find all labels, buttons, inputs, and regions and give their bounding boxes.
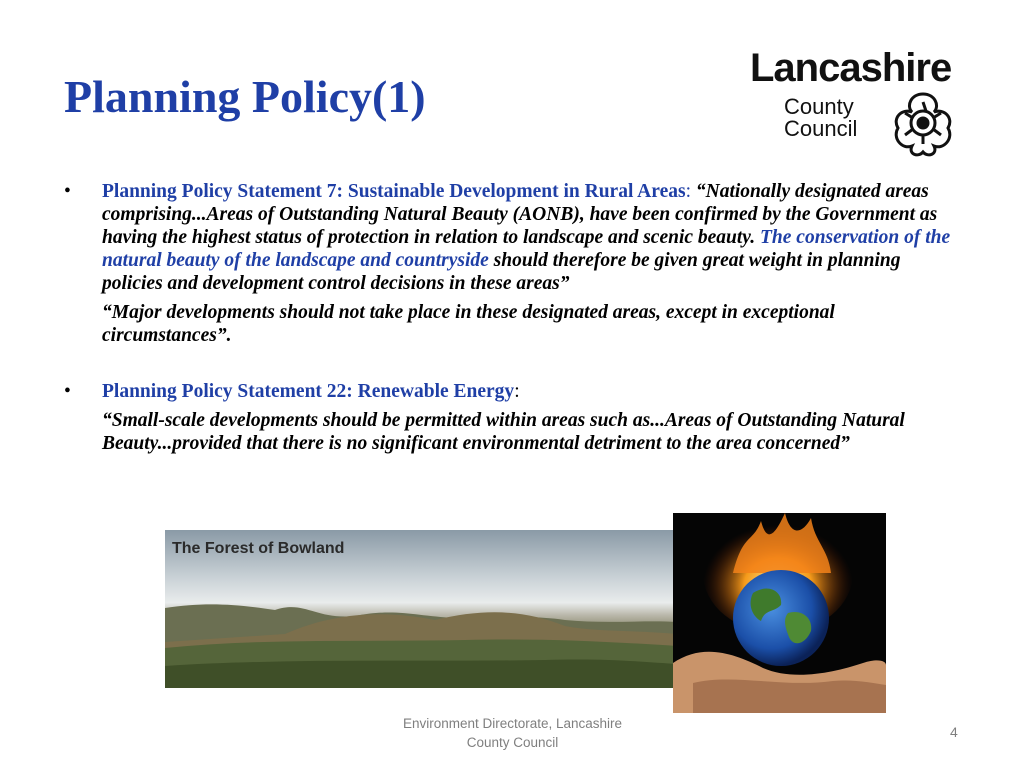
policy-quote: “Nationally designated areas comprising...Areas of Outstanding Natural Beauty (AONB), have been confirmed by the Government as having the highest status of protection in relation to landscape and scenic beauty. xyxy=(102,181,938,248)
slide-footer xyxy=(380,714,645,752)
heading-colon: : xyxy=(685,181,691,202)
policy-sub-quote: “Small-scale developments should be permitted within areas such as...Areas of Outstanding Natural Beauty...provided that there is no significant environmental detriment to the area concerned” xyxy=(102,410,905,454)
slide-title: Planning Policy(1) xyxy=(64,71,426,122)
globe-in-hand-photo xyxy=(673,513,886,713)
bullet-item-pps7 xyxy=(64,180,964,347)
page-number: 4 xyxy=(950,724,958,740)
logo-line-2: Council xyxy=(784,116,858,141)
red-rose-icon xyxy=(888,88,958,158)
slide-body xyxy=(64,180,964,455)
policy-quote-continued: should therefore be given great weight in planning policies and development control decisions in these areas” xyxy=(102,250,901,294)
policy-quote-highlight: The conservation of the natural beauty of the landscape and countryside xyxy=(102,227,951,271)
bullet-paragraph xyxy=(102,380,964,403)
photo-caption: The Forest of Bowland xyxy=(172,540,345,557)
logo-wordmark: Lancashire xyxy=(750,46,952,90)
logo-subtitle xyxy=(784,96,857,140)
policy-sub-quote: “Major developments should not take place in these designated areas, except in exceptional circumstances”. xyxy=(102,302,835,346)
bullet-marker: • xyxy=(64,381,71,402)
forest-of-bowland-photo xyxy=(165,530,677,688)
bullet-marker: • xyxy=(64,181,71,202)
logo-line-1: County xyxy=(784,94,854,119)
globe-illustration xyxy=(673,513,886,713)
heading-colon: : xyxy=(514,381,520,402)
bullet-paragraph xyxy=(102,180,964,295)
footer-line-2: County Council xyxy=(466,735,559,750)
policy-heading: Planning Policy Statement 22: Renewable Energy xyxy=(102,381,515,402)
bullet-item-pps22 xyxy=(64,380,964,455)
lancashire-county-council-logo xyxy=(750,48,980,158)
footer-line-1: Environment Directorate, Lancashire xyxy=(402,716,623,731)
policy-heading: Planning Policy Statement 7: Sustainable Development in Rural Areas xyxy=(102,181,686,202)
